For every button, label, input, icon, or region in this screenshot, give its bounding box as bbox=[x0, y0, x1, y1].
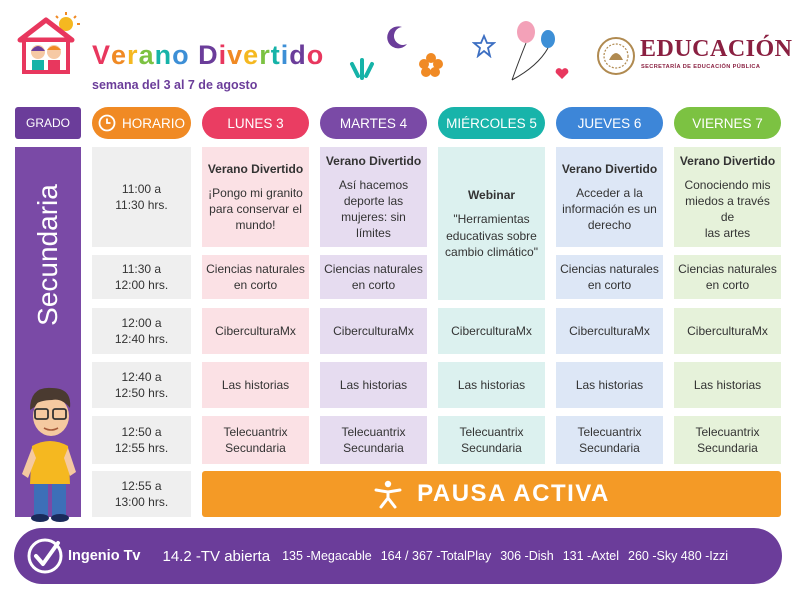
sparkle-icon bbox=[348, 58, 376, 84]
activity-text: Las historias bbox=[693, 377, 762, 392]
brand-title-letter: d bbox=[289, 40, 307, 70]
time-slot bbox=[92, 147, 191, 247]
brand-title-letter: i bbox=[218, 40, 228, 70]
activity-text: Secundaria bbox=[579, 441, 640, 455]
student-illustration bbox=[22, 382, 78, 522]
activity-text: 12:50 a bbox=[121, 424, 162, 439]
activity-text: Las historias bbox=[457, 377, 526, 392]
activity-cell bbox=[556, 255, 663, 299]
time-slot bbox=[92, 362, 191, 408]
activity-cell bbox=[556, 147, 663, 247]
activity-text: Telecuantrix bbox=[341, 424, 406, 439]
activity-text: 12:00 a bbox=[121, 315, 162, 330]
balloons-icon bbox=[508, 18, 562, 84]
channel-item: 135 -Megacable bbox=[282, 549, 372, 563]
brand-title-letter: o bbox=[306, 40, 325, 70]
activity-text: Conociendo mis bbox=[684, 177, 771, 192]
activity-cell bbox=[202, 255, 309, 299]
day-header-viernes-7: VIERNES 7 bbox=[674, 107, 781, 139]
activity-text: las artes bbox=[704, 226, 751, 241]
activity-text: CiberculturaMx bbox=[451, 323, 532, 338]
time-slot bbox=[92, 308, 191, 354]
activity-cell bbox=[202, 416, 309, 464]
activity-text: mujeres: sin límites bbox=[341, 210, 406, 241]
brand-title-letter: V bbox=[92, 40, 112, 70]
activity-text: CiberculturaMx bbox=[569, 323, 650, 338]
pausa-label: PAUSA ACTIVA bbox=[417, 480, 610, 507]
activity-text: 11:30 hrs. bbox=[115, 198, 168, 212]
activity-text: en corto bbox=[233, 278, 278, 292]
brand-title-letter: o bbox=[172, 40, 190, 70]
activity-cell bbox=[202, 362, 309, 408]
activity-cell bbox=[556, 416, 663, 464]
activity-cell bbox=[320, 255, 427, 299]
brand-title-letter: v bbox=[227, 40, 244, 70]
activity-title: Webinar bbox=[467, 188, 516, 203]
activity-text: Las historias bbox=[575, 377, 644, 392]
time-slot bbox=[92, 416, 191, 464]
channel-item: 164 / 367 -TotalPlay bbox=[380, 549, 492, 563]
day-header-lunes-3: LUNES 3 bbox=[202, 107, 309, 139]
ingenio-tv-check-icon bbox=[26, 537, 64, 575]
activity-text: Acceder a la bbox=[576, 185, 643, 200]
brand-title-letter: e bbox=[111, 40, 128, 70]
brand-title-letter bbox=[190, 40, 199, 71]
activity-text: 13:00 hrs. bbox=[114, 495, 169, 509]
day-header-miercoles-5: MIÉRCOLES 5 bbox=[438, 107, 545, 139]
activity-cell bbox=[438, 416, 545, 464]
brand-title-letter: r bbox=[127, 40, 139, 70]
activity-text: en corto bbox=[587, 278, 632, 292]
sep-seal-icon bbox=[596, 36, 636, 76]
activity-cell bbox=[556, 362, 663, 408]
activity-text: Telecuantrix bbox=[577, 424, 642, 439]
moon-icon bbox=[384, 24, 410, 50]
activity-text: información es un bbox=[562, 202, 657, 216]
brand-title-letter: t bbox=[270, 40, 281, 70]
flower-icon bbox=[418, 52, 444, 78]
activity-title: Verano Divertido bbox=[679, 153, 776, 168]
brand-title-letter: e bbox=[243, 40, 260, 70]
activity-text: miedos a través de bbox=[685, 193, 770, 225]
activity-text: Ciencias naturales bbox=[206, 261, 305, 276]
activity-text: derecho bbox=[587, 218, 632, 233]
activity-cell bbox=[438, 147, 545, 300]
activity-text: Ciencias naturales bbox=[678, 261, 777, 276]
education-title: EDUCACIÓN bbox=[640, 36, 793, 62]
clock-icon bbox=[98, 114, 116, 132]
brand-title-letter: r bbox=[259, 40, 271, 70]
activity-text: Secundaria bbox=[697, 441, 758, 455]
activity-cell bbox=[674, 255, 781, 299]
activity-cell bbox=[438, 308, 545, 354]
activity-cell bbox=[320, 308, 427, 354]
activity-text: CiberculturaMx bbox=[215, 323, 296, 338]
activity-text: Ciencias naturales bbox=[560, 261, 659, 276]
time-slot bbox=[92, 471, 191, 517]
day-header-martes-4: MARTES 4 bbox=[320, 107, 427, 139]
channel-item: 131 -Axtel bbox=[562, 549, 619, 563]
brand-title-letter: n bbox=[154, 40, 173, 70]
activity-cell bbox=[438, 362, 545, 408]
activity-text: 12:55 a bbox=[121, 478, 162, 493]
horario-label: HORARIO bbox=[121, 115, 185, 131]
activity-cell bbox=[674, 416, 781, 464]
pausa-activa-banner bbox=[202, 471, 781, 517]
heart-icon bbox=[555, 68, 569, 80]
activity-text: ¡Pongo mi granito bbox=[208, 185, 303, 200]
activity-text: 11:30 a bbox=[121, 261, 162, 276]
activity-text: 12:55 hrs. bbox=[114, 441, 169, 455]
brand-title-letter: i bbox=[280, 40, 290, 70]
activity-text: 12:00 hrs. bbox=[114, 278, 169, 292]
activity-text: en corto bbox=[351, 278, 396, 292]
header bbox=[0, 0, 800, 105]
activity-cell bbox=[320, 147, 427, 247]
activity-text: Secundaria bbox=[225, 441, 286, 455]
education-subtitle: SECRETARÍA DE EDUCACIÓN PÚBLICA bbox=[641, 64, 761, 70]
house-logo-icon bbox=[14, 10, 88, 76]
activity-cell bbox=[202, 308, 309, 354]
activity-text: deporte las bbox=[343, 193, 404, 208]
activity-text: CiberculturaMx bbox=[687, 323, 768, 338]
activity-cell bbox=[202, 147, 309, 247]
activity-cell bbox=[674, 362, 781, 408]
activity-text: educativas sobre bbox=[446, 228, 537, 243]
stretching-person-icon bbox=[373, 479, 403, 509]
brand-subtitle: semana del 3 al 7 de agosto bbox=[92, 78, 258, 92]
activity-text: para conservar el bbox=[209, 202, 302, 216]
activity-text: Las historias bbox=[339, 377, 408, 392]
brand-title-letter: D bbox=[198, 40, 219, 70]
activity-text: en corto bbox=[705, 278, 750, 292]
activity-text: mundo! bbox=[235, 218, 276, 233]
activity-text: CiberculturaMx bbox=[333, 323, 414, 338]
activity-text: "Herramientas bbox=[453, 212, 530, 227]
time-slot bbox=[92, 255, 191, 299]
activity-text: 11:00 a bbox=[121, 181, 162, 196]
brand-title bbox=[92, 40, 324, 71]
activity-text: Telecuantrix bbox=[223, 424, 288, 439]
brand-title-letter: a bbox=[138, 40, 155, 70]
channels-footer bbox=[14, 528, 782, 584]
activity-text: Telecuantrix bbox=[695, 424, 760, 439]
grado-label: Secundaria bbox=[32, 184, 63, 326]
activity-text: Las historias bbox=[221, 377, 290, 392]
activity-cell bbox=[320, 362, 427, 408]
activity-cell bbox=[320, 416, 427, 464]
activity-title: Verano Divertido bbox=[207, 161, 304, 176]
day-header-jueves-6: JUEVES 6 bbox=[556, 107, 663, 139]
activity-cell bbox=[674, 308, 781, 354]
ingenio-tv-label: Ingenio Tv bbox=[68, 548, 141, 564]
activity-text: Así hacemos bbox=[338, 177, 409, 192]
activity-text: Telecuantrix bbox=[459, 424, 524, 439]
activity-text: 12:40 hrs. bbox=[114, 332, 169, 346]
activity-text: cambio climático" bbox=[445, 244, 538, 259]
channel-item: 306 -Dish bbox=[500, 549, 554, 563]
activity-cell bbox=[674, 147, 781, 247]
activity-text: Secundaria bbox=[461, 441, 522, 455]
activity-text: Secundaria bbox=[343, 441, 404, 455]
activity-title: Verano Divertido bbox=[561, 161, 658, 176]
activity-text: Ciencias naturales bbox=[324, 261, 423, 276]
channel-item: 260 -Sky 480 -Izzi bbox=[628, 549, 729, 563]
horario-header bbox=[92, 107, 191, 139]
activity-text: 12:50 hrs. bbox=[114, 386, 169, 400]
activity-title: Verano Divertido bbox=[325, 153, 422, 168]
activity-text: 12:40 a bbox=[121, 369, 162, 384]
star-icon bbox=[472, 34, 496, 58]
channel-item: 14.2 -TV abierta bbox=[162, 547, 271, 565]
activity-cell bbox=[556, 308, 663, 354]
grado-header: GRADO bbox=[15, 107, 81, 139]
